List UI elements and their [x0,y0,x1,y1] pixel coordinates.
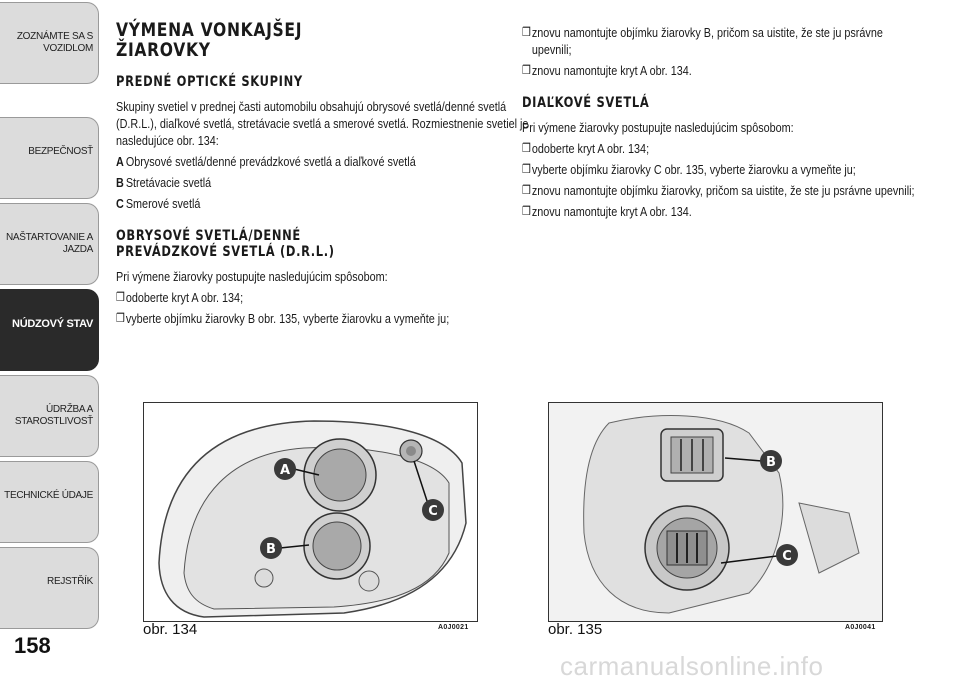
paragraph: Pri výmene žiarovky postupujte nasledujúcim spôsobom: [116,269,388,284]
section-title-line: VÝMENA VONKAJŠEJ [116,19,303,41]
callout-c: C [782,549,792,564]
list-item-text: odoberte kryt A obr. 134; [125,290,244,305]
subsection-title [116,228,536,260]
list-item-text: znovu namontujte kryt A obr. 134. [531,63,692,78]
subsection-title: PREDNÉ OPTICKÉ SKUPINY [116,74,303,90]
figure-caption: obr. 134 [143,621,198,638]
list-item-text: znovu namontujte objímku žiarovky B, pričom sa uistite, že ste ju psrávne upevnili; [531,25,883,57]
list-item-text: vyberte objímku žiarovky C obr. 135, vyberte žiarovku a vymeňte ju; [531,162,856,177]
callout-c: C [428,504,438,519]
watermark: carmanualsonline.info [560,651,824,681]
tab-label: BEZPEČNOSŤ [28,146,93,157]
figure-bulb-holders [548,402,883,622]
list-item [522,161,922,178]
list-item [116,289,536,306]
tab-rejstrik[interactable] [0,547,99,629]
list-item-text: odoberte kryt A obr. 134; [531,141,650,156]
tab-nudzovy-stav[interactable] [0,289,99,371]
checkbox-bullet-icon: ❒ [522,141,531,155]
list-item-text: vyberte objímku žiarovky B obr. 135, vyberte žiarovku a vymeňte ju; [125,311,450,326]
checkbox-bullet-icon: ❒ [522,183,531,197]
subsection-title-line: OBRYSOVÉ SVETLÁ/DENNÉ [116,228,301,244]
checkbox-bullet-icon: ❒ [116,290,125,304]
section-title-line: ŽIAROVKY [116,39,211,61]
tab-label: VOZIDLOM [43,43,93,54]
definition-item [116,174,536,191]
list-item-text: znovu namontujte kryt A obr. 134. [531,204,692,219]
definition-key: C [116,196,124,211]
checkbox-bullet-icon: ❒ [522,63,531,77]
callout-b: B [266,542,276,557]
list-item [522,203,922,220]
definition-item [116,195,536,212]
tab-bezpecnost[interactable] [0,117,99,199]
tab-label: TECHNICKÉ ÚDAJE [4,490,93,501]
left-column [116,20,536,331]
list-item [522,62,922,79]
figure-code: A0J0021 [438,624,469,631]
bulb-holders-illustration [549,403,882,621]
definition-key: A [116,154,124,169]
checkbox-bullet-icon: ❒ [522,162,531,176]
page-number: 158 [14,633,51,658]
tab-udrzba[interactable] [0,375,99,457]
definition-text: Obrysové svetlá/denné prevádzkové svetlá a diaľkové svetlá [125,154,416,169]
list-item-text: znovu namontujte objímku žiarovky, pričom sa uistite, že ste ju psrávne upevnili; [531,183,915,198]
list-item [522,140,922,157]
paragraph: Pri výmene žiarovky postupujte nasledujúcim spôsobom: [522,120,794,135]
definition-text: Smerové svetlá [125,196,201,211]
checkbox-bullet-icon: ❒ [522,25,531,39]
tab-zoznamte[interactable] [0,2,99,84]
checkbox-bullet-icon: ❒ [522,204,531,218]
tab-nastartovanie[interactable] [0,203,99,285]
figure-caption: obr. 135 [548,621,603,638]
figure-headlamp-rear [143,402,478,622]
tab-label: JAZDA [62,244,93,255]
callout-b: B [766,455,776,470]
tab-label: ZOZNÁMTE SA S [16,31,93,42]
headlamp-rear-illustration [144,403,477,621]
tab-label: NAŠTARTOVANIE A [5,232,93,243]
checkbox-bullet-icon: ❒ [116,311,125,325]
callout-a: A [279,463,291,478]
list-item [522,24,922,58]
section-title [116,20,536,60]
definition-key: B [116,175,124,190]
subsection-title: DIAĽKOVÉ SVETLÁ [522,95,650,111]
list-item [116,310,536,327]
tab-label: REJSTŘÍK [47,576,93,587]
tab-label: STAROSTLIVOSŤ [14,416,93,427]
definition-item [116,153,536,170]
subsection-title-line: PREVÁDZKOVÉ SVETLÁ (D.R.L.) [116,244,335,260]
list-item [522,182,922,199]
right-column [522,24,922,224]
definition-text: Stretávacie svetlá [125,175,212,190]
paragraph: Skupiny svetiel v prednej časti automobilu obsahujú obrysové svetlá/denné svetlá (D.R.L.), diaľkové svetlá, stretávacie svetlá a smerové svetlá. Rozmiestnenie svetiel je nasledujúce obr. 134: [116,99,529,148]
tab-label: ÚDRŽBA A [45,404,93,415]
tab-technicke-udaje[interactable] [0,461,99,543]
tab-label: NÚDZOVÝ STAV [12,318,93,330]
figure-code: A0J0041 [845,624,876,631]
